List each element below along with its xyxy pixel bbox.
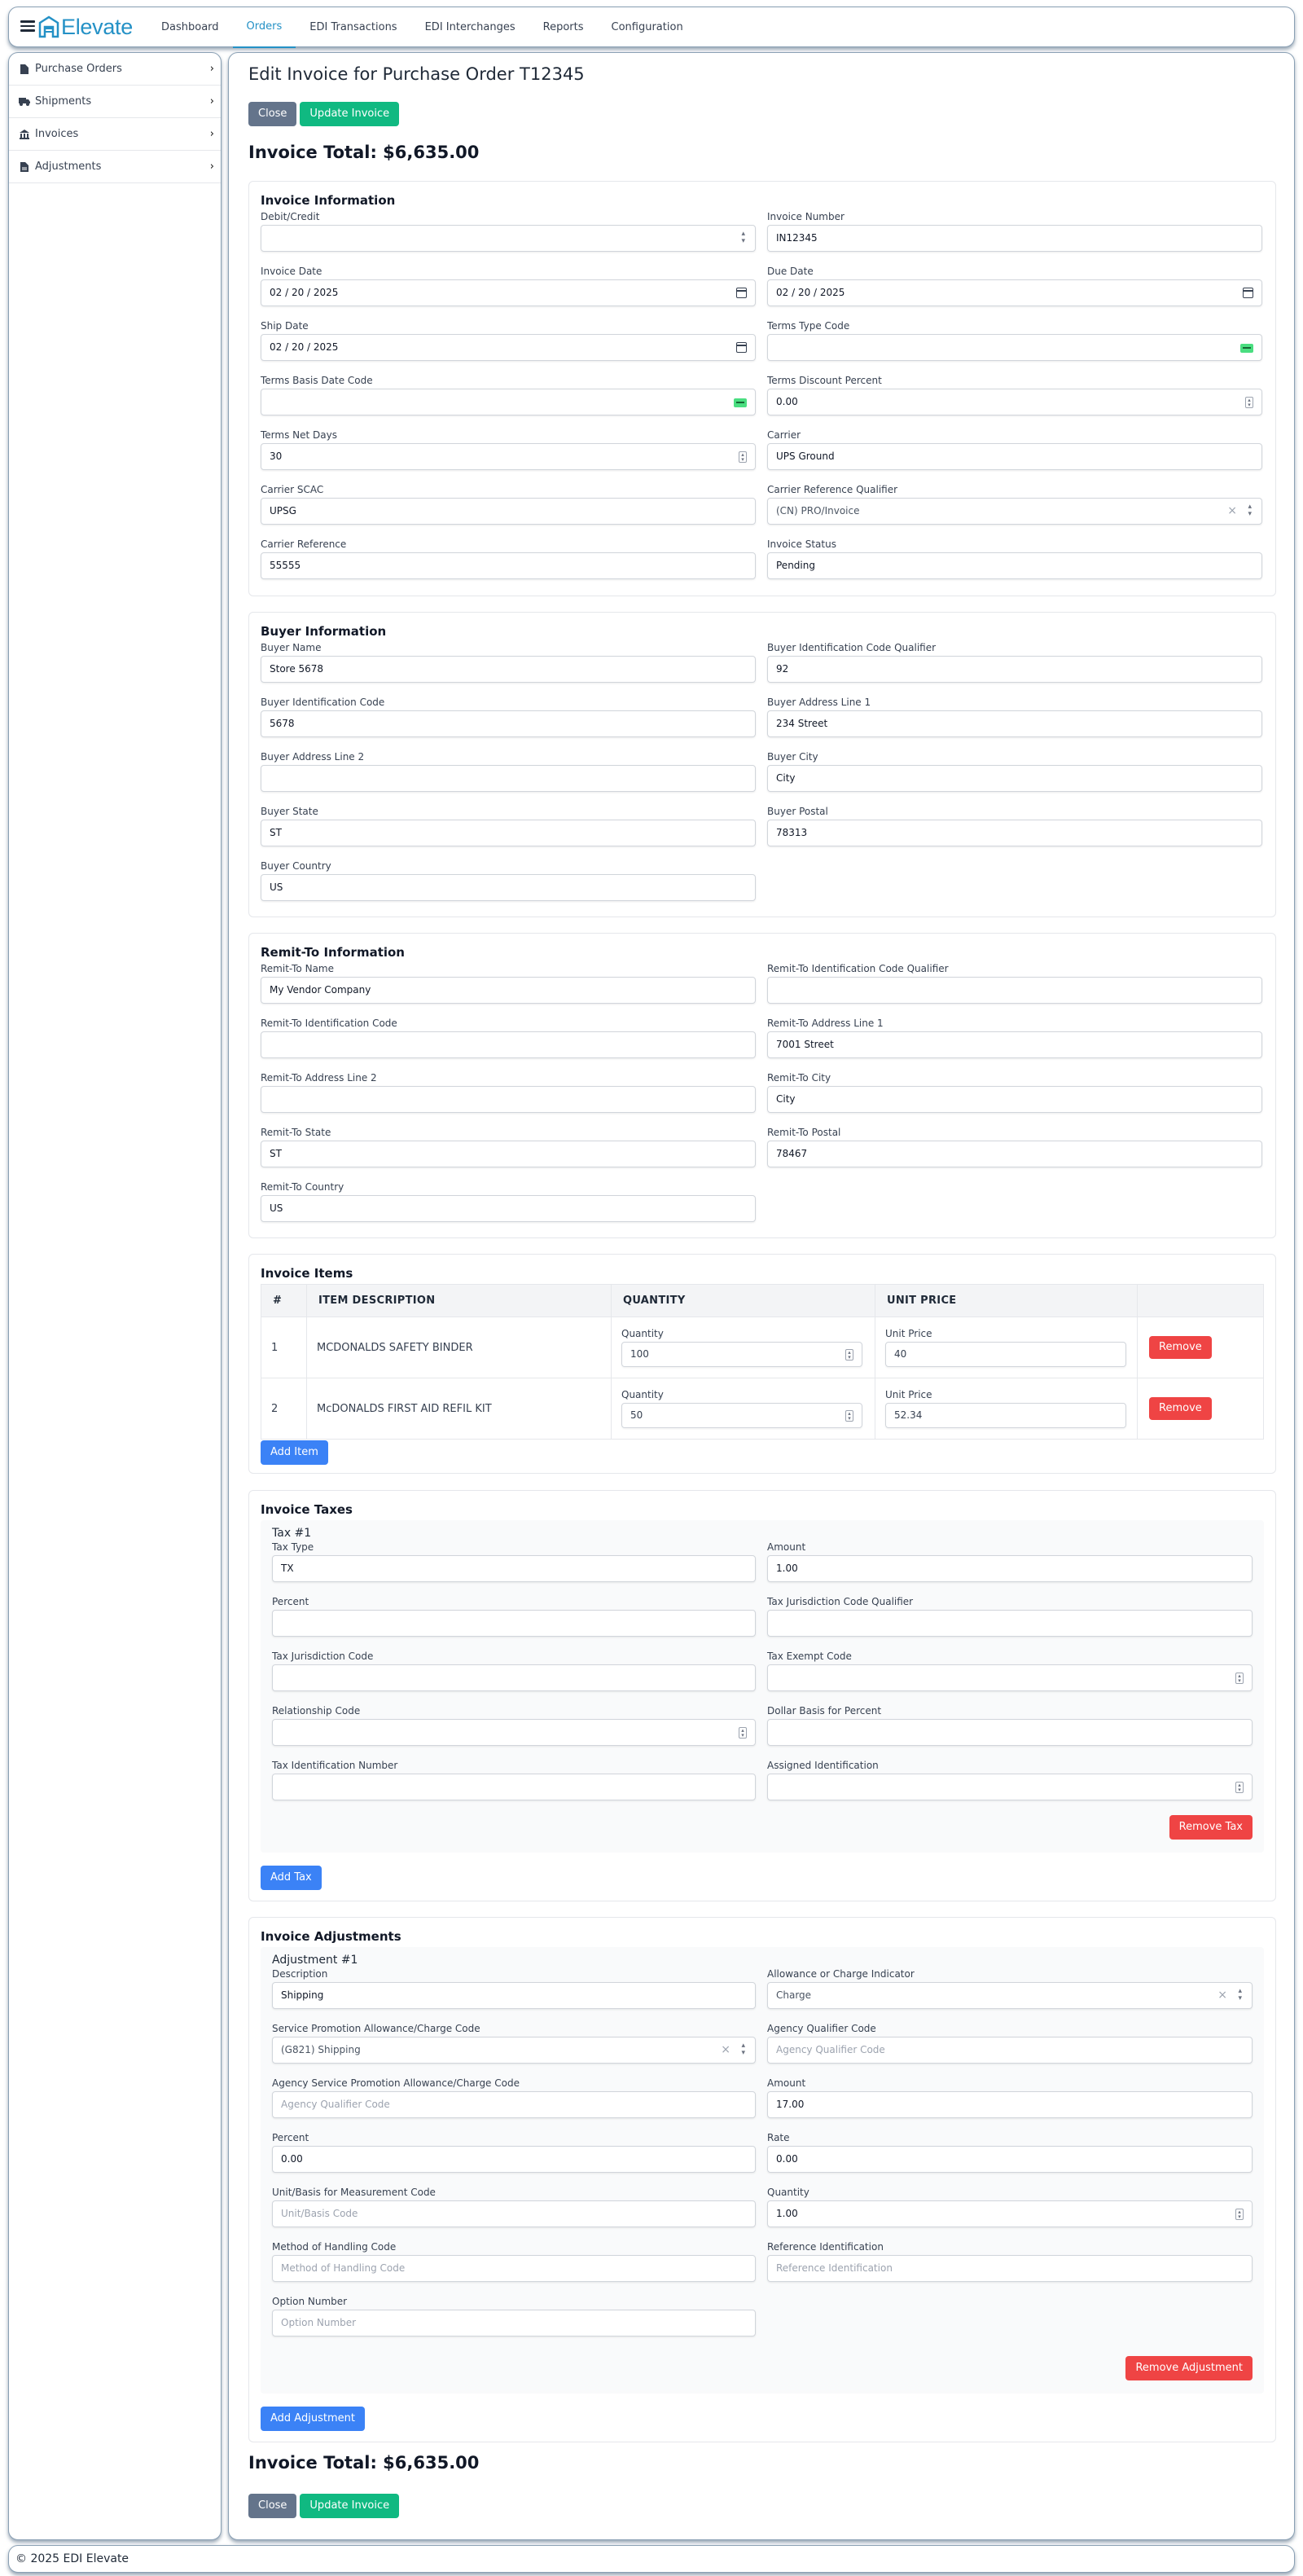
- calendar-icon[interactable]: [1243, 288, 1253, 298]
- field-label: Rate: [767, 2132, 790, 2143]
- adj-rate-field: [767, 2132, 1253, 2173]
- handling-code-input[interactable]: [272, 2255, 756, 2282]
- table-row: [261, 1317, 1264, 1378]
- select-arrows-icon: ▴ ▾: [741, 2042, 745, 2057]
- due-date-input[interactable]: [767, 279, 1262, 306]
- remit-id-code-input[interactable]: [261, 1031, 756, 1058]
- field-label: Relationship Code: [272, 1705, 361, 1717]
- app-logo[interactable]: [38, 11, 133, 42]
- placeholder: Reference Identification: [776, 2262, 893, 2274]
- tax-type-field: [272, 1541, 756, 1582]
- chevron-right-icon: ›: [209, 63, 214, 75]
- item-quantity-cell: [612, 1378, 875, 1440]
- terms-type-code-field: [767, 320, 1262, 361]
- due-date-field: [767, 266, 1262, 306]
- unit-price-input[interactable]: 52.34: [885, 1403, 1126, 1428]
- invoice-number-input[interactable]: IN12345: [767, 225, 1262, 252]
- placeholder: Option Number: [281, 2317, 357, 2328]
- assigned-id-input[interactable]: [767, 1774, 1253, 1800]
- field-label: Terms Type Code: [767, 320, 850, 332]
- remit-state-input[interactable]: ST: [261, 1141, 756, 1167]
- hamburger-menu-icon[interactable]: [20, 18, 35, 33]
- field-label: Reference Identification: [767, 2241, 884, 2253]
- nav-edi-transactions[interactable]: EDI Transactions: [309, 21, 397, 33]
- nav-configuration[interactable]: Configuration: [611, 21, 683, 33]
- buyer-state-field: [261, 806, 756, 846]
- agency-spac-field: [272, 2077, 756, 2118]
- adj-quantity-field: [767, 2187, 1253, 2227]
- remove-adjustment-button[interactable]: Remove Adjustment: [1125, 2356, 1253, 2380]
- field-label: Quantity: [621, 1389, 664, 1400]
- section-title: Remit-To Information: [261, 945, 405, 960]
- field-label: Remit-To City: [767, 1072, 831, 1084]
- field-label: Option Number: [272, 2296, 348, 2307]
- buyer-address1-field: [767, 697, 1262, 737]
- field-label: Buyer Postal: [767, 806, 828, 817]
- column-header: #: [261, 1285, 307, 1317]
- invoice-number-field: [767, 211, 1262, 252]
- assigned-id-field: [767, 1760, 1253, 1800]
- invoice-information-card: [248, 181, 1276, 596]
- field-value: 1.00: [776, 2208, 798, 2219]
- sidebar: [8, 52, 222, 2540]
- field-label: Tax Type: [272, 1541, 314, 1553]
- spac-code-select[interactable]: [272, 2037, 756, 2064]
- field-label: Buyer Address Line 1: [767, 697, 871, 708]
- chevron-right-icon: ›: [209, 95, 214, 108]
- footer: [8, 2545, 1295, 2573]
- adj-percent-field: [272, 2132, 756, 2173]
- column-header: QUANTITY: [612, 1285, 875, 1317]
- remit-id-qualifier-input[interactable]: [767, 977, 1262, 1004]
- invoice-status-field: [767, 538, 1262, 579]
- remit-country-field: [261, 1181, 756, 1222]
- field-label: Amount: [767, 1541, 806, 1553]
- debit-credit-select[interactable]: [261, 225, 756, 252]
- field-label: Remit-To State: [261, 1127, 331, 1138]
- buyer-city-field: [767, 751, 1262, 792]
- terms-discount-percent-field: [767, 375, 1262, 415]
- field-label: Percent: [272, 2132, 309, 2143]
- field-label: Unit Price: [885, 1389, 932, 1400]
- close-button[interactable]: Close: [248, 2494, 296, 2518]
- remove-tax-button[interactable]: Remove Tax: [1169, 1815, 1253, 1840]
- field-value: 02 / 20 / 2025: [270, 341, 339, 353]
- field-label: Method of Handling Code: [272, 2241, 397, 2253]
- buyer-country-field: [261, 860, 756, 901]
- field-value: Charge: [776, 1989, 812, 2001]
- terms-type-code-input[interactable]: [767, 334, 1262, 361]
- carrier-reference-input[interactable]: 55555: [261, 552, 756, 579]
- allowance-indicator-field: [767, 1968, 1253, 2009]
- buyer-id-code-input[interactable]: 5678: [261, 710, 756, 737]
- buyer-information-card: [248, 612, 1276, 917]
- option-number-input[interactable]: [272, 2310, 756, 2336]
- terms-basis-date-code-field: [261, 375, 756, 415]
- quantity-input[interactable]: [621, 1342, 862, 1367]
- remit-country-input[interactable]: US: [261, 1195, 756, 1222]
- update-invoice-button[interactable]: Update Invoice: [300, 102, 399, 126]
- field-label: Tax Identification Number: [272, 1760, 398, 1771]
- buyer-postal-input[interactable]: 78313: [767, 820, 1262, 846]
- number-spinner-icon[interactable]: ▴ ▾: [739, 1727, 747, 1739]
- clear-icon[interactable]: ×: [1217, 1989, 1227, 2002]
- field-label: Percent: [272, 1596, 309, 1607]
- tax-type-input[interactable]: TX: [272, 1555, 756, 1582]
- ship-date-field: [261, 320, 756, 361]
- sidebar-item-shipments[interactable]: [9, 86, 221, 118]
- invoice-total-bottom: Invoice Total: $6,635.00: [248, 2453, 480, 2473]
- field-label: Terms Net Days: [261, 429, 337, 441]
- spac-code-field: [272, 2023, 756, 2064]
- allowance-indicator-select[interactable]: [767, 1982, 1253, 2009]
- carrier-scac-input[interactable]: UPSG: [261, 498, 756, 525]
- field-label: Amount: [767, 2077, 806, 2089]
- number-spinner-icon[interactable]: ▴ ▾: [1235, 1782, 1244, 1793]
- field-label: Remit-To Address Line 2: [261, 1072, 377, 1084]
- field-label: Remit-To Identification Code Qualifier: [767, 963, 949, 974]
- handling-code-field: [272, 2241, 756, 2282]
- field-label: Buyer City: [767, 751, 818, 763]
- nav-dashboard[interactable]: Dashboard: [161, 21, 219, 33]
- unit-basis-input[interactable]: [272, 2200, 756, 2227]
- remove-item-button[interactable]: Remove: [1149, 1397, 1212, 1420]
- tax-exempt-code-input[interactable]: [767, 1664, 1253, 1691]
- agency-qualifier-field: [767, 2023, 1253, 2064]
- buyer-id-qualifier-field: [767, 642, 1262, 683]
- bottom-actions: [248, 2494, 399, 2518]
- carrier-field: [767, 429, 1262, 470]
- app-name: Elevate: [61, 14, 133, 39]
- number-spinner-icon[interactable]: ▴ ▾: [1235, 1673, 1244, 1684]
- tax-jurisdiction-code-field: [272, 1651, 756, 1691]
- adjustment-item: [261, 1947, 1264, 2394]
- field-label: Unit/Basis for Measurement Code: [272, 2187, 436, 2198]
- field-label: Ship Date: [261, 320, 309, 332]
- adjustment-heading: Adjustment #1: [272, 1954, 358, 1967]
- item-description: MCDONALDS SAFETY BINDER: [307, 1317, 612, 1378]
- field-label: Carrier: [767, 429, 801, 441]
- remit-id-code-field: [261, 1018, 756, 1058]
- buyer-id-code-field: [261, 697, 756, 737]
- tax-exempt-code-field: [767, 1651, 1253, 1691]
- carrier-reference-qualifier-field: [767, 484, 1262, 525]
- field-value: (G821) Shipping: [281, 2044, 361, 2055]
- remit-address1-input[interactable]: 7001 Street: [767, 1031, 1262, 1058]
- bank-icon: [19, 129, 30, 140]
- select-arrows-icon: ▴ ▾: [741, 230, 745, 245]
- adj-quantity-input[interactable]: [767, 2200, 1253, 2227]
- relationship-code-input[interactable]: [272, 1719, 756, 1746]
- field-value: 30: [270, 451, 283, 462]
- main-content: [228, 52, 1295, 2540]
- field-value: 02 / 20 / 2025: [776, 287, 845, 298]
- footer-copyright: © 2025 EDI Elevate: [15, 2552, 129, 2565]
- item-quantity-cell: [612, 1317, 875, 1378]
- sidebar-item-label: Invoices: [35, 128, 79, 140]
- ship-date-input[interactable]: [261, 334, 756, 361]
- invoice-taxes-card: [248, 1490, 1276, 1901]
- column-header: UNIT PRICE: [875, 1285, 1138, 1317]
- field-label: Buyer State: [261, 806, 318, 817]
- autofill-card-icon[interactable]: [734, 398, 747, 407]
- field-label: Buyer Identification Code Qualifier: [767, 642, 937, 653]
- carrier-reference-qualifier-select[interactable]: [767, 498, 1262, 525]
- top-navbar: [8, 7, 1295, 47]
- items-table: [261, 1284, 1264, 1440]
- select-arrows-icon: ▴ ▾: [1238, 1987, 1242, 2002]
- adj-amount-input[interactable]: 17.00: [767, 2091, 1253, 2118]
- main-nav: [147, 7, 697, 48]
- close-button[interactable]: Close: [248, 102, 296, 126]
- buyer-address1-input[interactable]: 234 Street: [767, 710, 1262, 737]
- section-title: Invoice Information: [261, 193, 396, 208]
- tax-percent-input[interactable]: [272, 1610, 756, 1637]
- calendar-icon[interactable]: [736, 288, 747, 298]
- remit-postal-input[interactable]: 78467: [767, 1141, 1262, 1167]
- debit-credit-field: [261, 211, 756, 252]
- item-actions-cell: [1138, 1378, 1264, 1440]
- add-item-button[interactable]: Add Item: [261, 1440, 328, 1465]
- agency-spac-input[interactable]: [272, 2091, 756, 2118]
- tax-jurisdiction-qualifier-input[interactable]: [767, 1610, 1253, 1637]
- field-label: Assigned Identification: [767, 1760, 879, 1771]
- column-header: ITEM DESCRIPTION: [307, 1285, 612, 1317]
- dollar-basis-field: [767, 1705, 1253, 1746]
- sidebar-item-label: Purchase Orders: [35, 63, 122, 75]
- field-label: Tax Jurisdiction Code Qualifier: [767, 1596, 914, 1607]
- agency-qualifier-input[interactable]: [767, 2037, 1253, 2064]
- remit-id-qualifier-field: [767, 963, 1262, 1004]
- tax-jurisdiction-qualifier-field: [767, 1596, 1253, 1637]
- column-header-actions: [1138, 1285, 1264, 1317]
- invoice-status-input[interactable]: Pending: [767, 552, 1262, 579]
- number-spinner-icon[interactable]: ▴ ▾: [739, 451, 747, 463]
- field-label: Tax Exempt Code: [767, 1651, 852, 1662]
- item-number: 1: [261, 1317, 307, 1378]
- placeholder: Method of Handling Code: [281, 2262, 406, 2274]
- nav-edi-interchanges[interactable]: EDI Interchanges: [424, 21, 515, 33]
- item-description: McDONALDS FIRST AID REFIL KIT: [307, 1378, 612, 1440]
- field-label: Terms Discount Percent: [767, 375, 882, 386]
- field-label: Allowance or Charge Indicator: [767, 1968, 915, 1980]
- remit-address2-input[interactable]: [261, 1086, 756, 1113]
- sidebar-item-label: Shipments: [35, 95, 92, 108]
- remit-postal-field: [767, 1127, 1262, 1167]
- field-label: Remit-To Postal: [767, 1127, 841, 1138]
- adj-description-input[interactable]: Shipping: [272, 1982, 756, 2009]
- field-label: Carrier Reference: [261, 538, 347, 550]
- field-label: Buyer Address Line 2: [261, 751, 365, 763]
- option-number-field: [272, 2296, 756, 2336]
- field-label: Description: [272, 1968, 328, 1980]
- field-label: Unit Price: [885, 1328, 932, 1339]
- field-label: Remit-To Identification Code: [261, 1018, 397, 1029]
- remit-name-field: [261, 963, 756, 1004]
- number-spinner-icon[interactable]: ▴ ▾: [1245, 397, 1253, 408]
- invoice-date-input[interactable]: [261, 279, 756, 306]
- field-label: Tax Jurisdiction Code: [272, 1651, 374, 1662]
- field-label: Dollar Basis for Percent: [767, 1705, 882, 1717]
- reference-id-field: [767, 2241, 1253, 2282]
- buyer-city-input[interactable]: City: [767, 765, 1262, 792]
- buyer-country-input[interactable]: US: [261, 874, 756, 901]
- buyer-id-qualifier-input[interactable]: 92: [767, 656, 1262, 683]
- top-actions: [248, 102, 399, 126]
- sidebar-item-adjustments[interactable]: [9, 151, 221, 183]
- buyer-name-field: [261, 642, 756, 683]
- unit-basis-field: [272, 2187, 756, 2227]
- buyer-address2-field: [261, 751, 756, 792]
- field-value: 02 / 20 / 2025: [270, 287, 339, 298]
- truck-icon: [19, 96, 30, 108]
- terms-basis-date-code-input[interactable]: [261, 389, 756, 415]
- field-label: Quantity: [621, 1328, 664, 1339]
- remit-city-field: [767, 1072, 1262, 1113]
- buyer-address2-input[interactable]: [261, 765, 756, 792]
- file-icon: [19, 64, 30, 75]
- placeholder: Agency Qualifier Code: [776, 2044, 885, 2055]
- relationship-code-field: [272, 1705, 756, 1746]
- field-label: Invoice Number: [767, 211, 845, 222]
- number-spinner-icon[interactable]: ▴ ▾: [845, 1410, 853, 1422]
- invoice-items-card: [248, 1254, 1276, 1474]
- item-unit-price-cell: [875, 1378, 1138, 1440]
- remove-item-button[interactable]: Remove: [1149, 1336, 1212, 1359]
- tax-heading: Tax #1: [272, 1527, 312, 1540]
- terms-discount-percent-input[interactable]: [767, 389, 1262, 415]
- remit-name-input[interactable]: My Vendor Company: [261, 977, 756, 1004]
- section-title: Buyer Information: [261, 624, 387, 639]
- carrier-scac-field: [261, 484, 756, 525]
- remit-address2-field: [261, 1072, 756, 1113]
- item-actions-cell: [1138, 1317, 1264, 1378]
- field-label: Terms Basis Date Code: [261, 375, 373, 386]
- table-header-row: [261, 1285, 1264, 1317]
- item-unit-price-cell: [875, 1317, 1138, 1378]
- field-value: 0.00: [776, 396, 798, 407]
- carrier-reference-field: [261, 538, 756, 579]
- adj-amount-field: [767, 2077, 1253, 2118]
- sidebar-item-label: Adjustments: [35, 160, 102, 173]
- chevron-right-icon: ›: [209, 128, 214, 140]
- quantity-input[interactable]: [621, 1403, 862, 1428]
- field-label: Debit/Credit: [261, 211, 320, 222]
- field-label: Due Date: [767, 266, 814, 277]
- calendar-icon[interactable]: [736, 342, 747, 353]
- field-value: 50: [630, 1409, 643, 1421]
- field-label: Invoice Status: [767, 538, 836, 550]
- clear-icon[interactable]: ×: [721, 2043, 730, 2056]
- nav-reports[interactable]: Reports: [542, 21, 584, 33]
- nav-orders[interactable]: Orders: [233, 7, 296, 48]
- field-label: Agency Qualifier Code: [767, 2023, 876, 2034]
- sidebar-item-purchase-orders[interactable]: [9, 53, 221, 86]
- chevron-right-icon: ›: [209, 160, 214, 173]
- section-title: Invoice Adjustments: [261, 1929, 401, 1944]
- page-title: Edit Invoice for Purchase Order T12345: [248, 64, 585, 84]
- carrier-input[interactable]: UPS Ground: [767, 443, 1262, 470]
- invoice-adjustments-card: [248, 1917, 1276, 2442]
- invoice-date-field: [261, 266, 756, 306]
- select-arrows-icon: ▴ ▾: [1248, 503, 1252, 518]
- field-label: Carrier Reference Qualifier: [767, 484, 898, 495]
- tax-amount-input[interactable]: 1.00: [767, 1555, 1253, 1582]
- field-label: Invoice Date: [261, 266, 322, 277]
- field-label: Remit-To Name: [261, 963, 334, 974]
- field-label: Remit-To Address Line 1: [767, 1018, 884, 1029]
- field-label: Buyer Country: [261, 860, 331, 872]
- tax-id-number-input[interactable]: [272, 1774, 756, 1800]
- document-icon: [19, 161, 30, 173]
- field-value: 100: [630, 1348, 649, 1360]
- clear-icon[interactable]: ×: [1227, 504, 1237, 517]
- terms-net-days-input[interactable]: [261, 443, 756, 470]
- adj-description-field: [272, 1968, 756, 2009]
- field-value: (CN) PRO/Invoice: [776, 505, 860, 517]
- tax-percent-field: [272, 1596, 756, 1637]
- unit-price-input[interactable]: 40: [885, 1342, 1126, 1367]
- field-label: Remit-To Country: [261, 1181, 344, 1193]
- autofill-card-icon[interactable]: [1240, 344, 1253, 353]
- section-title: Invoice Items: [261, 1266, 353, 1281]
- add-adjustment-button[interactable]: Add Adjustment: [261, 2407, 365, 2431]
- adj-percent-input[interactable]: 0.00: [272, 2146, 756, 2173]
- tax-item: [261, 1520, 1264, 1853]
- adj-rate-input[interactable]: 0.00: [767, 2146, 1253, 2173]
- field-label: Agency Service Promotion Allowance/Charge Code: [272, 2077, 520, 2089]
- tax-amount-field: [767, 1541, 1253, 1582]
- add-tax-button[interactable]: Add Tax: [261, 1866, 322, 1890]
- tax-id-number-field: [272, 1760, 756, 1800]
- buyer-postal-field: [767, 806, 1262, 846]
- section-title: Invoice Taxes: [261, 1502, 353, 1517]
- placeholder: Unit/Basis Code: [281, 2208, 358, 2219]
- placeholder: Agency Qualifier Code: [281, 2099, 390, 2110]
- table-row: [261, 1378, 1264, 1440]
- buyer-state-input[interactable]: ST: [261, 820, 756, 846]
- field-label: Quantity: [767, 2187, 809, 2198]
- remit-to-information-card: [248, 933, 1276, 1238]
- dollar-basis-input[interactable]: [767, 1719, 1253, 1746]
- reference-id-input[interactable]: [767, 2255, 1253, 2282]
- remit-state-field: [261, 1127, 756, 1167]
- remit-address1-field: [767, 1018, 1262, 1058]
- terms-net-days-field: [261, 429, 756, 470]
- field-label: Service Promotion Allowance/Charge Code: [272, 2023, 480, 2034]
- buyer-name-input[interactable]: Store 5678: [261, 656, 756, 683]
- field-label: Carrier SCAC: [261, 484, 324, 495]
- update-invoice-button[interactable]: Update Invoice: [300, 2494, 399, 2518]
- field-label: Buyer Name: [261, 642, 322, 653]
- field-label: Buyer Identification Code: [261, 697, 385, 708]
- number-spinner-icon[interactable]: ▴ ▾: [845, 1349, 853, 1361]
- item-number: 2: [261, 1378, 307, 1440]
- number-spinner-icon[interactable]: ▴ ▾: [1235, 2209, 1244, 2220]
- remit-city-input[interactable]: City: [767, 1086, 1262, 1113]
- logo-mark-icon: [38, 15, 59, 38]
- tax-jurisdiction-code-input[interactable]: [272, 1664, 756, 1691]
- invoice-total: Invoice Total: $6,635.00: [248, 143, 480, 162]
- sidebar-item-invoices[interactable]: [9, 118, 221, 151]
